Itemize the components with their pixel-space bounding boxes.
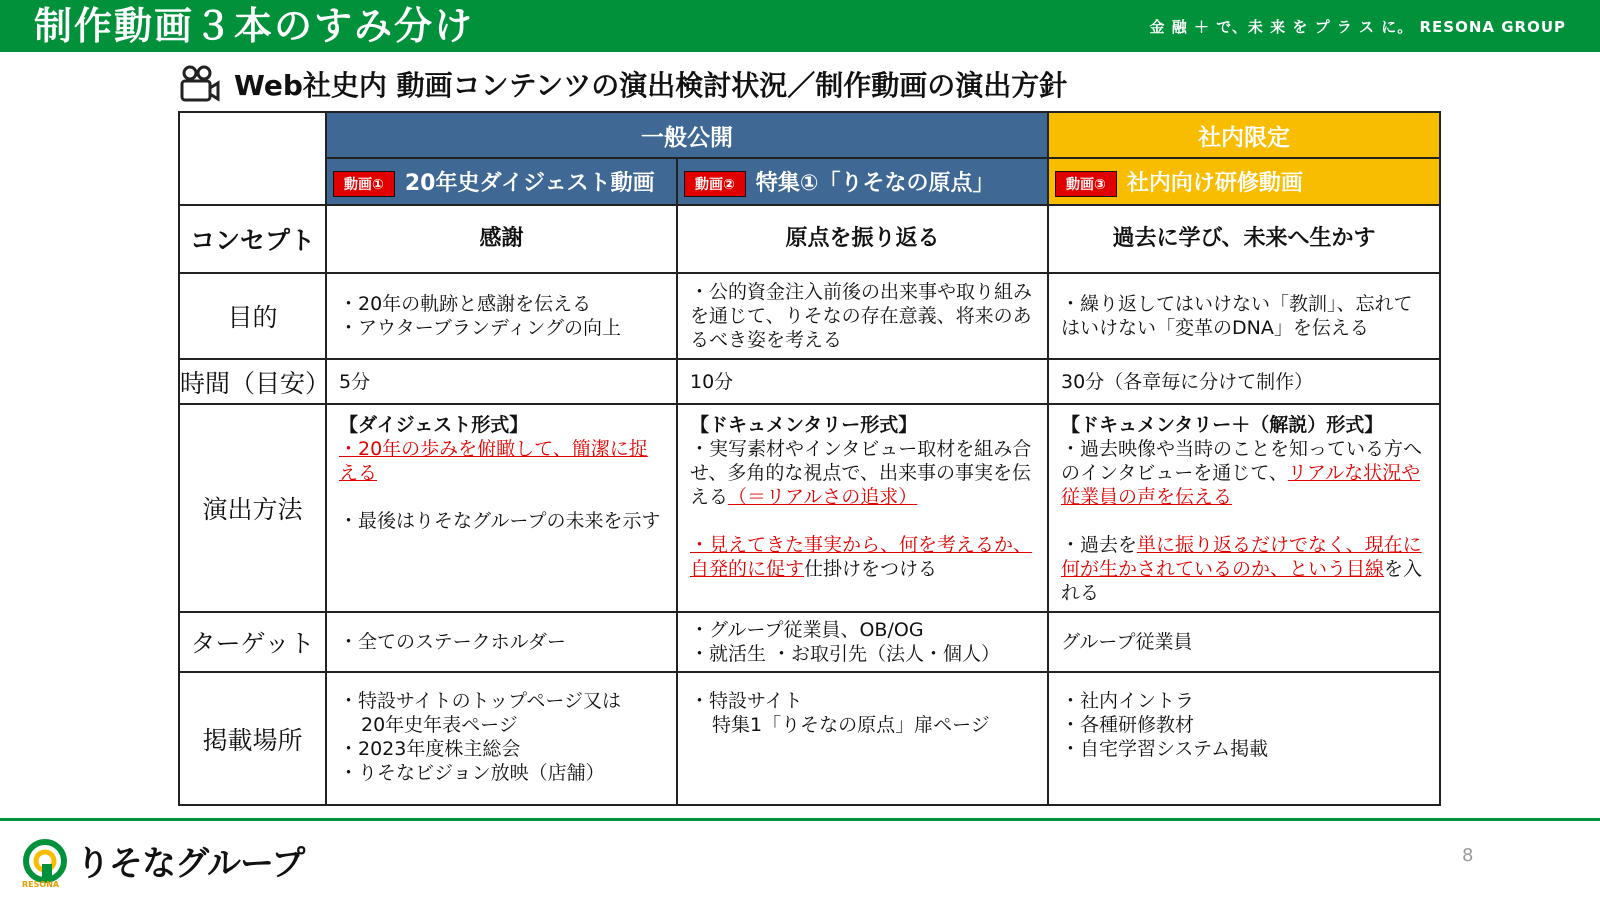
method-v3-p1-highlight: リアルな状況や従業員の声を伝える bbox=[1061, 462, 1421, 508]
method-v3 bbox=[1048, 404, 1440, 612]
video-1-title: 20年史ダイジェスト動画 bbox=[404, 171, 655, 196]
method-v2-p2 bbox=[690, 533, 1035, 581]
video-header-row bbox=[179, 158, 1440, 205]
concept-v2: 原点を振り返る bbox=[677, 205, 1048, 273]
method-v1-highlight: ・20年の歩みを俯瞰して、簡潔に捉える bbox=[339, 438, 648, 484]
placement-v3-line: ・社内イントラ bbox=[1061, 690, 1195, 712]
target-v2-line: ・グループ従業員、OB/OG bbox=[690, 619, 924, 641]
method-v3-p1-text: ・過去映像や当時のことを知っている方へのインタビューを通じて、 bbox=[1061, 438, 1423, 484]
method-v3-heading: 【ドキュメンタリー＋（解説）形式】 bbox=[1061, 414, 1384, 436]
method-v2-p1 bbox=[690, 437, 1035, 509]
header-bar bbox=[0, 0, 1600, 52]
placement-row bbox=[179, 672, 1440, 805]
video-2-title: 特集①「りそなの原点」 bbox=[755, 171, 995, 196]
subtitle bbox=[180, 62, 1067, 106]
placement-v2-line: ・特設サイト bbox=[690, 690, 803, 712]
placement-v3-line: ・自宅学習システム掲載 bbox=[1061, 738, 1269, 760]
target-v1 bbox=[326, 612, 677, 672]
placement-v3 bbox=[1048, 672, 1440, 805]
row-label-target: ターゲット bbox=[179, 612, 326, 672]
method-v2-p1-highlight: （＝リアルさの追求） bbox=[728, 486, 918, 508]
placement-v1-line: 20年史年表ページ bbox=[361, 714, 518, 736]
video-1-header bbox=[326, 158, 677, 205]
method-v2-p1-text: ・実写素材やインタビュー取材を組み合せ、多角的な視点で、出来事の事実を伝える bbox=[690, 438, 1032, 508]
placement-v3-line: ・各種研修教材 bbox=[1061, 714, 1195, 736]
method-v2 bbox=[677, 404, 1048, 612]
purpose-v1 bbox=[326, 273, 677, 359]
purpose-row bbox=[179, 273, 1440, 359]
video-2-badge: 動画② bbox=[684, 171, 746, 197]
target-v3 bbox=[1048, 612, 1440, 672]
method-v3-p1 bbox=[1061, 437, 1427, 509]
placement-v1 bbox=[326, 672, 677, 805]
method-row bbox=[179, 404, 1440, 612]
method-v3-p2-highlight: 単に振り返るだけでなく、現在に何が生かされているのか、という目線 bbox=[1061, 534, 1422, 580]
resona-logo-icon bbox=[22, 838, 68, 884]
group-header-row bbox=[179, 112, 1440, 158]
target-v3-line: グループ従業員 bbox=[1061, 631, 1193, 653]
target-v1-line: ・全てのステークホルダー bbox=[339, 631, 566, 653]
subtitle-text: Web社史内 動画コンテンツの演出検討状況／制作動画の演出方針 bbox=[234, 69, 1068, 102]
video-3-header bbox=[1048, 158, 1440, 205]
corner-cell bbox=[179, 112, 326, 205]
target-v2 bbox=[677, 612, 1048, 672]
row-label-time: 時間（目安） bbox=[179, 359, 326, 404]
placement-v1-line: ・特設サイトのトップページ又は bbox=[339, 690, 621, 712]
time-v2: 10分 bbox=[677, 359, 1048, 404]
method-v2-p2-highlight: ・見えてきた事実から、何を考えるか、自発的に促す bbox=[690, 534, 1033, 580]
method-v1-line: ・最後はりそなグループの未来を示す bbox=[339, 510, 661, 532]
method-v1 bbox=[326, 404, 677, 612]
purpose-v2 bbox=[677, 273, 1048, 359]
method-v3-p2-end: を入れる bbox=[1061, 558, 1423, 604]
concept-v3: 過去に学び、未来へ生かす bbox=[1048, 205, 1440, 273]
placement-v1-line: ・りそなビジョン放映（店舗） bbox=[339, 762, 605, 784]
target-v2-line: ・就活生 ・お取引先（法人・個人） bbox=[690, 643, 1001, 665]
method-v1-heading: 【ダイジェスト形式】 bbox=[339, 414, 529, 436]
purpose-v1-line: ・アウターブランディングの向上 bbox=[339, 317, 621, 339]
group-public: 一般公開 bbox=[326, 112, 1048, 158]
row-label-method: 演出方法 bbox=[179, 404, 326, 612]
purpose-v3 bbox=[1048, 273, 1440, 359]
concept-v1: 感謝 bbox=[326, 205, 677, 273]
page-number: 8 bbox=[1462, 845, 1474, 866]
time-row bbox=[179, 359, 1440, 404]
purpose-v2-line: ・公的資金注入前後の出来事や取り組みを通じて、りそなの存在意義、将来のあるべき姿を考える bbox=[690, 281, 1033, 351]
purpose-v1-line: ・20年の軌跡と感謝を伝える bbox=[339, 293, 592, 315]
placement-v1-line: ・2023年度株主総会 bbox=[339, 738, 521, 760]
footer-divider bbox=[0, 818, 1600, 821]
row-label-concept: コンセプト bbox=[179, 205, 326, 273]
target-row bbox=[179, 612, 1440, 672]
method-v2-heading: 【ドキュメンタリー形式】 bbox=[690, 414, 918, 436]
logo-text: りそなグループ bbox=[76, 844, 305, 884]
slide-title: 制作動画３本のすみ分け bbox=[34, 4, 475, 48]
method-v2-p2-text: 仕掛けをつける bbox=[804, 558, 938, 580]
concept-row bbox=[179, 205, 1440, 273]
method-v3-p2-text: ・過去を bbox=[1061, 534, 1138, 556]
time-v1: 5分 bbox=[326, 359, 677, 404]
resona-logo bbox=[22, 836, 305, 889]
row-label-placement: 掲載場所 bbox=[179, 672, 326, 805]
video-1-badge: 動画① bbox=[333, 171, 395, 197]
group-tagline: 金 融 ＋ で、未 来 を プ ラ ス に。 RESONA GROUP bbox=[1149, 18, 1566, 36]
method-v3-p2 bbox=[1061, 533, 1427, 605]
video-2-header bbox=[677, 158, 1048, 205]
placement-v2-line: 特集1「りそなの原点」扉ページ bbox=[712, 714, 990, 736]
logo-sub-text: RESONA bbox=[22, 880, 60, 889]
video-camera-icon bbox=[180, 65, 220, 103]
purpose-v3-line: ・繰り返してはいけない「教訓」、忘れてはいけない「変革のDNA」を伝える bbox=[1061, 293, 1413, 339]
row-label-purpose: 目的 bbox=[179, 273, 326, 359]
comparison-table bbox=[178, 111, 1441, 806]
placement-v2 bbox=[677, 672, 1048, 805]
video-3-title: 社内向け研修動画 bbox=[1126, 171, 1303, 196]
time-v3: 30分（各章毎に分けて制作） bbox=[1048, 359, 1440, 404]
video-3-badge: 動画③ bbox=[1055, 171, 1117, 197]
group-internal: 社内限定 bbox=[1048, 112, 1440, 158]
